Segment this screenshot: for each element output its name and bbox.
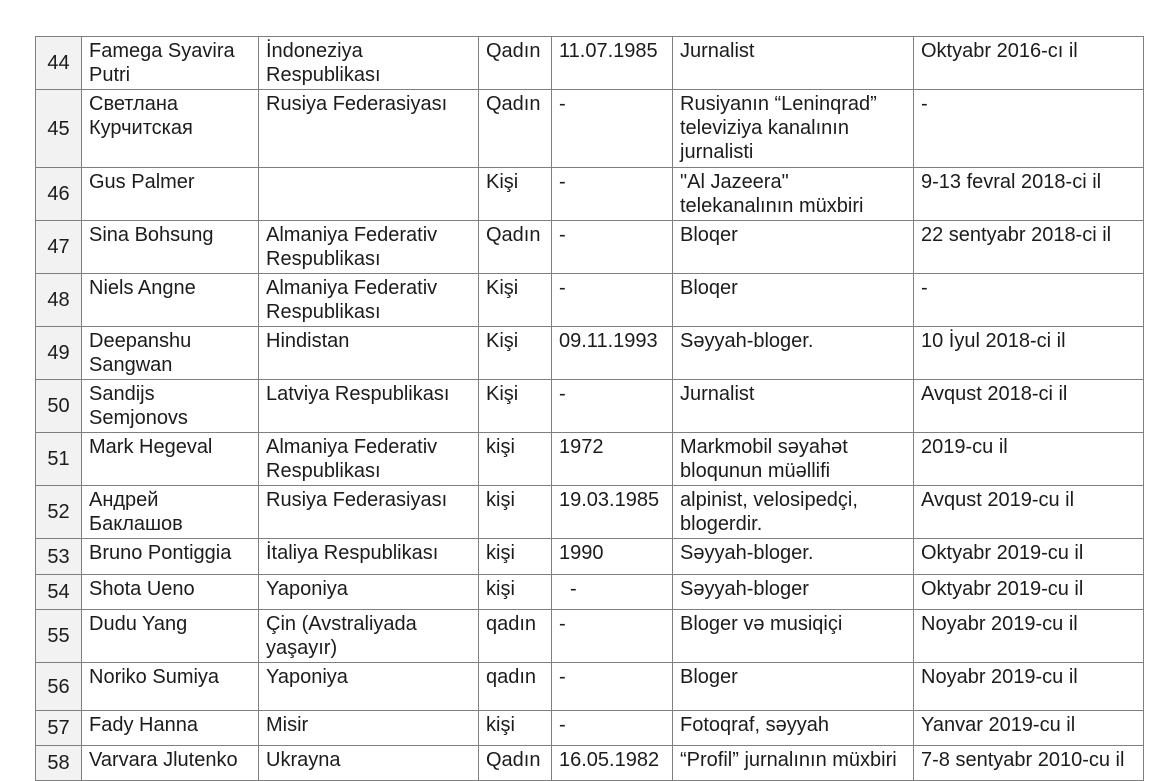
cell-gender: Kişi <box>479 168 552 221</box>
cell-gender: qadın <box>479 663 552 711</box>
cell-gender: Qadın <box>479 221 552 274</box>
cell-gender: kişi <box>479 433 552 486</box>
table-row <box>36 90 1144 168</box>
cell-country: Rusiya Federasiyası <box>259 486 479 539</box>
cell-country: Misir <box>259 711 479 746</box>
cell-row-number: 56 <box>36 663 82 711</box>
cell-birth-date: - <box>552 221 673 274</box>
cell-visit-date: Oktyabr 2019-cu il <box>914 575 1144 610</box>
cell-person-name: Niels Angne <box>82 274 259 327</box>
cell-visit-date: - <box>914 90 1144 168</box>
table-row <box>36 327 1144 380</box>
cell-occupation: Markmobil səyahət bloqunun müəllifi <box>673 433 914 486</box>
cell-row-number: 44 <box>36 37 82 90</box>
cell-occupation: Fotoqraf, səyyah <box>673 711 914 746</box>
cell-gender: Kişi <box>479 327 552 380</box>
cell-gender: Qadın <box>479 37 552 90</box>
cell-person-name: Noriko Sumiya <box>82 663 259 711</box>
cell-person-name: Shota Ueno <box>82 575 259 610</box>
cell-visit-date: Oktyabr 2016-cı il <box>914 37 1144 90</box>
cell-occupation: Bloqer <box>673 221 914 274</box>
cell-country: Almaniya Federativ Respublikası <box>259 274 479 327</box>
table-row <box>36 433 1144 486</box>
cell-country: Rusiya Federasiyası <box>259 90 479 168</box>
cell-person-name: Gus Palmer <box>82 168 259 221</box>
cell-occupation: alpinist, velosipedçi, blogerdir. <box>673 486 914 539</box>
cell-person-name: Famega Syavira Putri <box>82 37 259 90</box>
cell-row-number: 48 <box>36 274 82 327</box>
cell-person-name: Светлана Курчитская <box>82 90 259 168</box>
cell-birth-date: 1972 <box>552 433 673 486</box>
cell-row-number: 47 <box>36 221 82 274</box>
cell-row-number: 46 <box>36 168 82 221</box>
cell-visit-date: Yanvar 2019-cu il <box>914 711 1144 746</box>
cell-row-number: 55 <box>36 610 82 663</box>
cell-person-name: Varvara Jlutenko <box>82 746 259 781</box>
cell-birth-date: - <box>552 663 673 711</box>
cell-visit-date: Avqust 2019-cu il <box>914 486 1144 539</box>
table-row <box>36 486 1144 539</box>
cell-birth-date: - <box>552 711 673 746</box>
cell-occupation: "Al Jazeera" telekanalının müxbiri <box>673 168 914 221</box>
cell-visit-date: 9-13 fevral 2018-ci il <box>914 168 1144 221</box>
table-row <box>36 746 1144 781</box>
cell-visit-date: Noyabr 2019-cu il <box>914 610 1144 663</box>
cell-birth-date: 11.07.1985 <box>552 37 673 90</box>
cell-country: Yaponiya <box>259 575 479 610</box>
cell-person-name: Deepanshu Sangwan <box>82 327 259 380</box>
cell-gender: Qadın <box>479 746 552 781</box>
table-row <box>36 168 1144 221</box>
cell-birth-date: 1990 <box>552 539 673 575</box>
cell-birth-date: - <box>552 274 673 327</box>
table-row <box>36 663 1144 711</box>
cell-country: İndoneziya Respublikası <box>259 37 479 90</box>
cell-birth-date: - <box>552 90 673 168</box>
cell-gender: Qadın <box>479 90 552 168</box>
cell-visit-date: - <box>914 274 1144 327</box>
cell-person-name: Fady Hanna <box>82 711 259 746</box>
cell-occupation: Səyyah-bloger. <box>673 539 914 575</box>
cell-birth-date: - <box>552 575 673 610</box>
cell-birth-date: 16.05.1982 <box>552 746 673 781</box>
cell-gender: kişi <box>479 711 552 746</box>
cell-visit-date: 10 İyul 2018-ci il <box>914 327 1144 380</box>
cell-country: Ukrayna <box>259 746 479 781</box>
table-row <box>36 539 1144 575</box>
cell-country: Almaniya Federativ Respublikası <box>259 221 479 274</box>
cell-country: Latviya Respublikası <box>259 380 479 433</box>
cell-country: Çin (Avstraliyada yaşayır) <box>259 610 479 663</box>
cell-person-name: Dudu Yang <box>82 610 259 663</box>
cell-country: Hindistan <box>259 327 479 380</box>
cell-visit-date: Avqust 2018-ci il <box>914 380 1144 433</box>
cell-person-name: Bruno Pontiggia <box>82 539 259 575</box>
people-table <box>35 36 1144 781</box>
cell-occupation: Səyyah-bloger <box>673 575 914 610</box>
cell-birth-date: - <box>552 380 673 433</box>
cell-occupation: Rusiyanın “Leninqrad” televiziya kanalının jurnalisti <box>673 90 914 168</box>
cell-visit-date: 22 sentyabr 2018-ci il <box>914 221 1144 274</box>
cell-country: İtaliya Respublikası <box>259 539 479 575</box>
cell-person-name: Mark Hegeval <box>82 433 259 486</box>
cell-gender: Kişi <box>479 274 552 327</box>
cell-row-number: 57 <box>36 711 82 746</box>
cell-gender: kişi <box>479 575 552 610</box>
cell-gender: qadın <box>479 610 552 663</box>
cell-gender: Kişi <box>479 380 552 433</box>
cell-visit-date: 7-8 sentyabr 2010-cu il <box>914 746 1144 781</box>
table-row <box>36 37 1144 90</box>
cell-row-number: 51 <box>36 433 82 486</box>
cell-row-number: 54 <box>36 575 82 610</box>
cell-birth-date: 19.03.1985 <box>552 486 673 539</box>
cell-occupation: Jurnalist <box>673 37 914 90</box>
cell-country <box>259 168 479 221</box>
cell-birth-date: - <box>552 610 673 663</box>
table-row <box>36 575 1144 610</box>
people-table-body <box>36 37 1144 781</box>
cell-country: Almaniya Federativ Respublikası <box>259 433 479 486</box>
cell-visit-date: 2019-cu il <box>914 433 1144 486</box>
cell-row-number: 45 <box>36 90 82 168</box>
cell-occupation: Bloger <box>673 663 914 711</box>
cell-visit-date: Noyabr 2019-cu il <box>914 663 1144 711</box>
cell-person-name: Sandijs Semjonovs <box>82 380 259 433</box>
table-row <box>36 380 1144 433</box>
cell-row-number: 50 <box>36 380 82 433</box>
table-row <box>36 274 1144 327</box>
cell-occupation: Bloger və musiqiçi <box>673 610 914 663</box>
cell-row-number: 49 <box>36 327 82 380</box>
table-row <box>36 711 1144 746</box>
cell-occupation: “Profil” jurnalının müxbiri <box>673 746 914 781</box>
cell-row-number: 53 <box>36 539 82 575</box>
cell-occupation: Bloqer <box>673 274 914 327</box>
cell-gender: kişi <box>479 539 552 575</box>
table-row <box>36 610 1144 663</box>
cell-birth-date: 09.11.1993 <box>552 327 673 380</box>
cell-gender: kişi <box>479 486 552 539</box>
cell-person-name: Sina Bohsung <box>82 221 259 274</box>
cell-occupation: Jurnalist <box>673 380 914 433</box>
cell-visit-date: Oktyabr 2019-cu il <box>914 539 1144 575</box>
cell-birth-date: - <box>552 168 673 221</box>
table-row <box>36 221 1144 274</box>
cell-occupation: Səyyah-bloger. <box>673 327 914 380</box>
cell-row-number: 52 <box>36 486 82 539</box>
cell-country: Yaponiya <box>259 663 479 711</box>
cell-row-number: 58 <box>36 746 82 781</box>
cell-person-name: Андрей Баклашов <box>82 486 259 539</box>
